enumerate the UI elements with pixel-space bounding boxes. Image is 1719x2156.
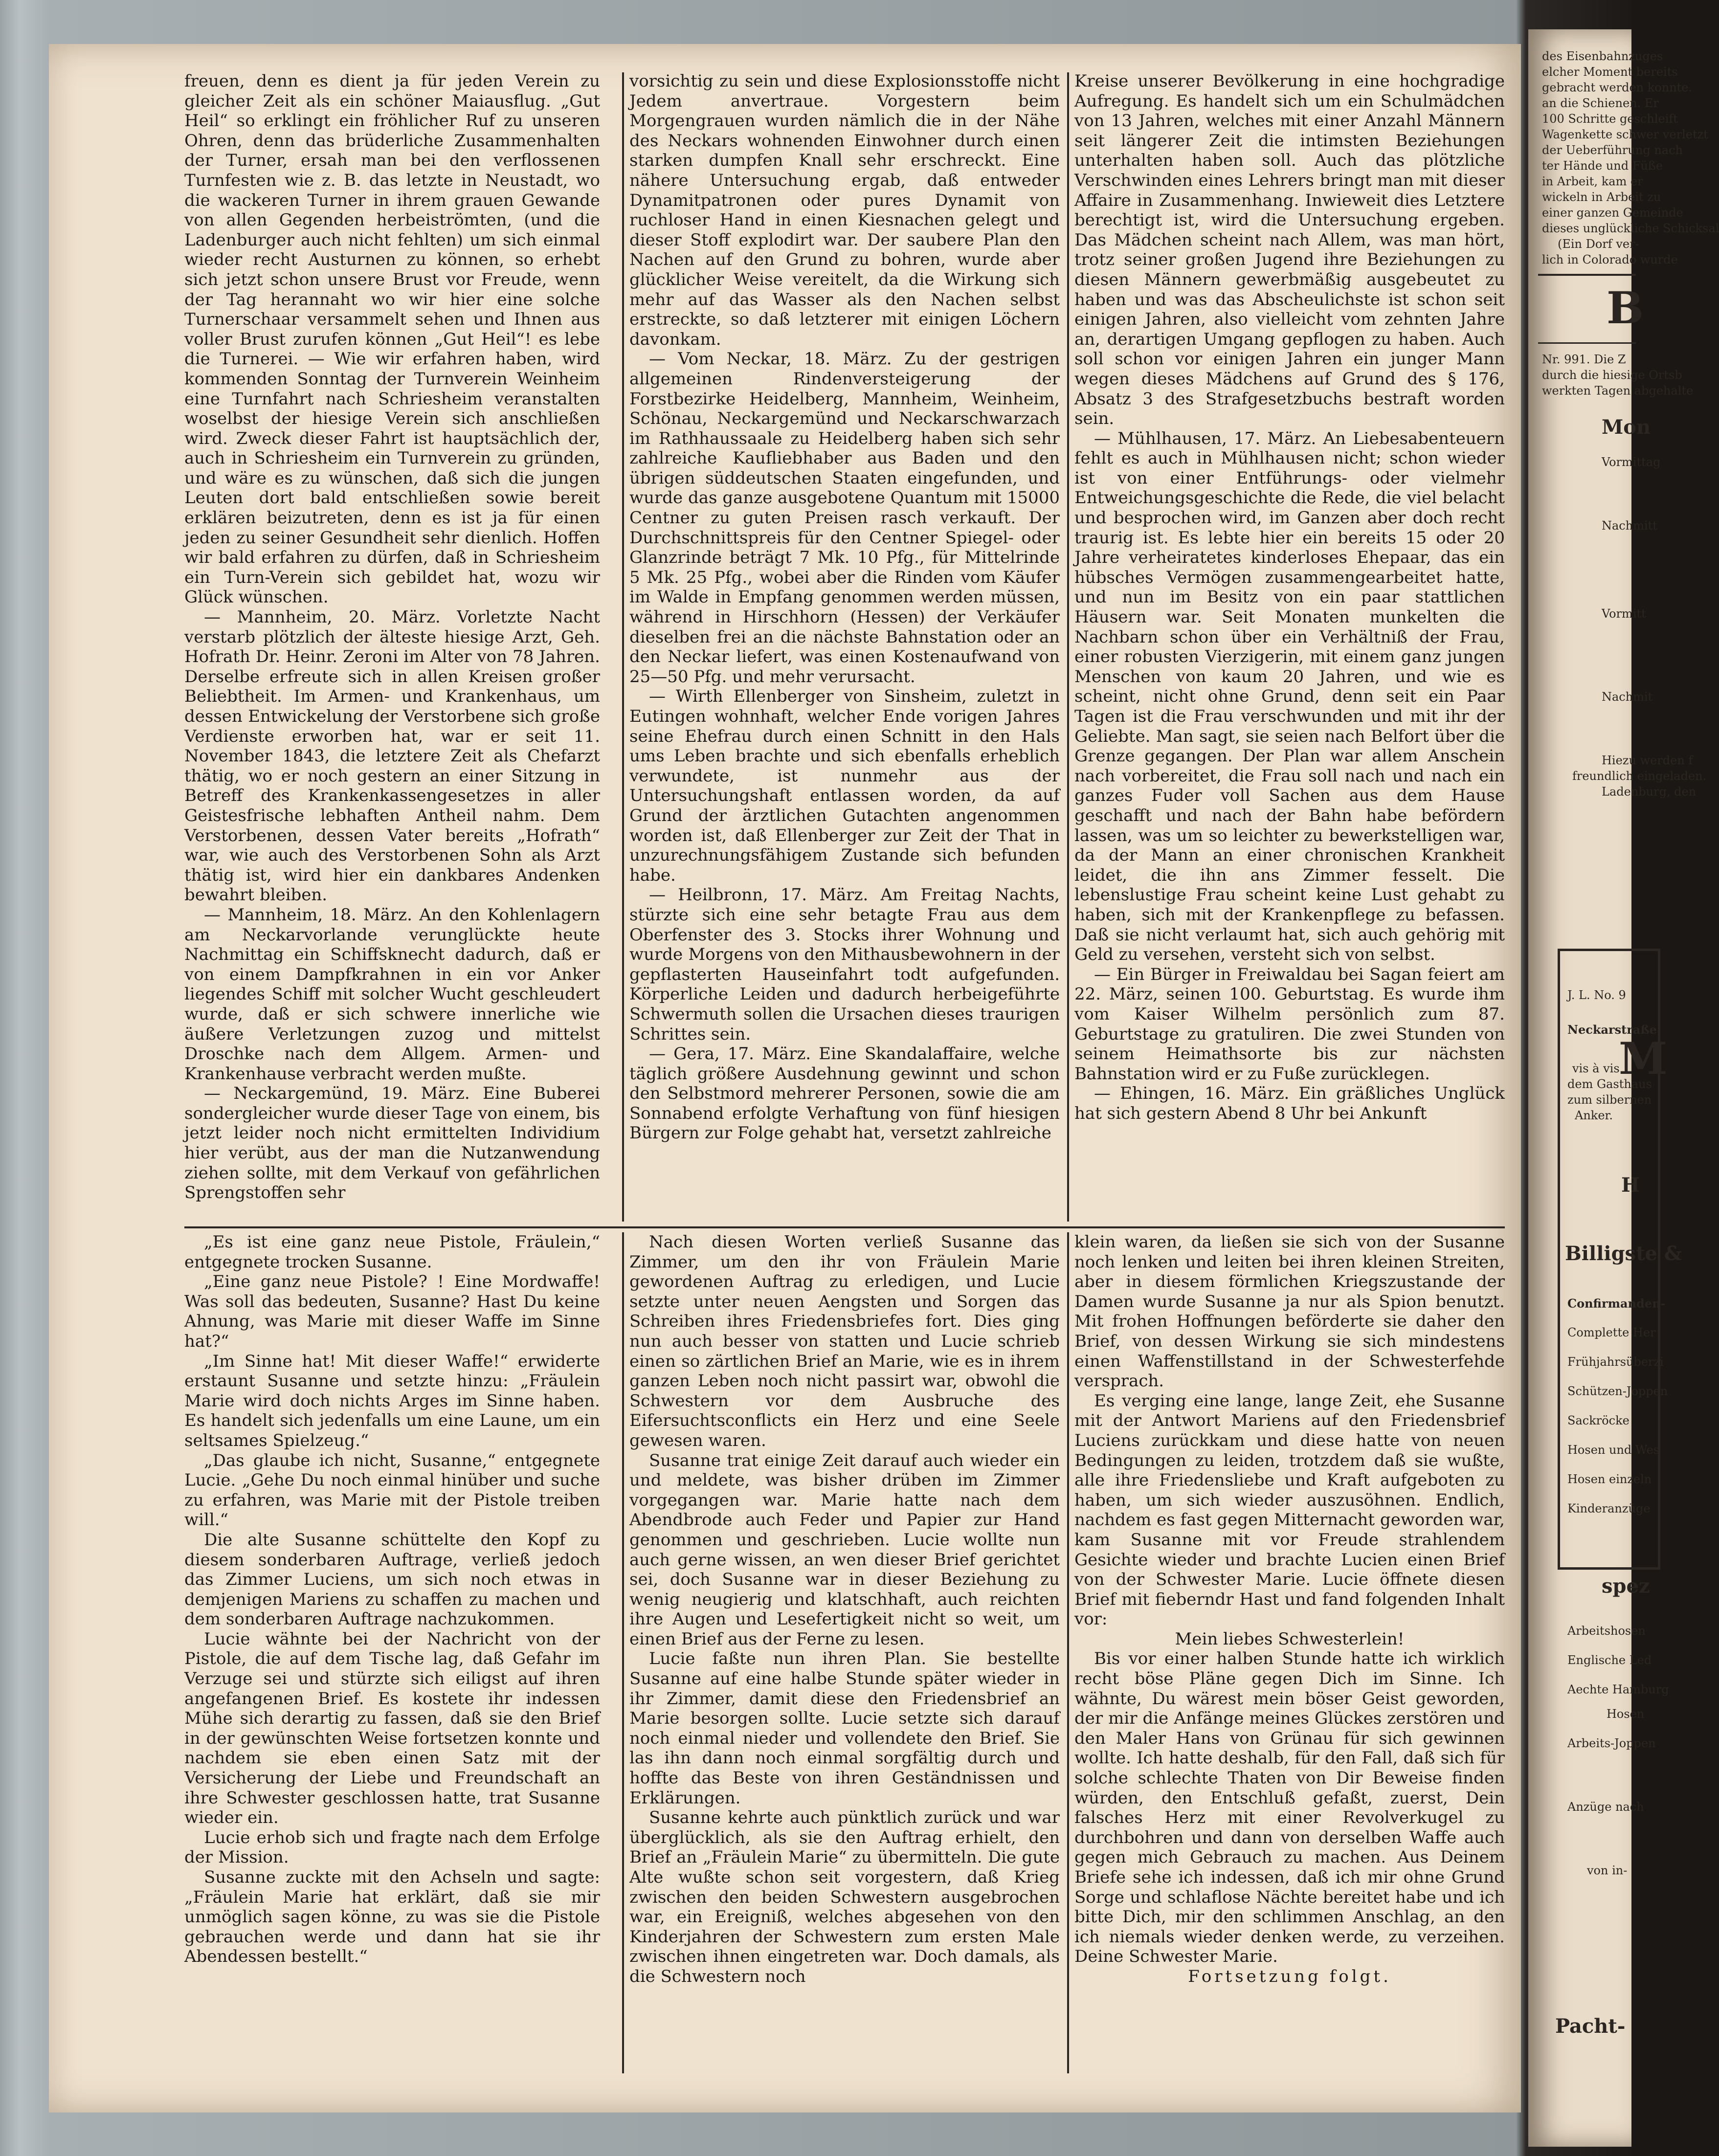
ad-item: Hosen einzeln bbox=[1567, 1472, 1652, 1486]
letter-salutation: Mein liebes Schwesterlein! bbox=[1175, 1629, 1405, 1649]
fragment-line: Wagenkette schwer verletzt bbox=[1542, 128, 1708, 141]
fragment-header-letter: B bbox=[1607, 282, 1644, 334]
column-rule bbox=[1067, 72, 1069, 1222]
news-paragraph: — Neckargemünd, 19. März. Eine Buberei sondergleicher wurde dieser Tage von einem, bis jetzt leider noch nicht ermittelten Individium hier verübt, aus der man die Nutzanwendung ziehen sollte, mit dem Verkauf von gefährlichen Sprengstoffen sehr bbox=[184, 1084, 600, 1203]
news-paragraph: — Wirth Ellenberger von Sinsheim, zuletzt in Eutingen wohnhaft, welcher Ende vorigen Jahres seine Ehefrau durch einen Schnitt in den Hals ums Leben brachte und sich ebenfalls erheblich verwundete, ist nunmehr aus der Untersuchungshaft entlassen worden, da auf Grund der ärztlichen Gutachten angenommen worden ist, daß Ellenberger zur Zeit der That in unzurechnungsfähigem Zustande sich befunden habe. bbox=[629, 687, 1060, 885]
fragment-line: Nachmit bbox=[1602, 690, 1653, 704]
serial-column-2 bbox=[629, 1232, 1060, 2073]
ad-item: von in- bbox=[1587, 1864, 1628, 1877]
serial-paragraph: Lucie erhob sich und fragte nach dem Erfolge der Mission. bbox=[184, 1827, 600, 1867]
fragment-line: 100 Schritte geschleift bbox=[1542, 112, 1678, 126]
column-rule bbox=[622, 1232, 624, 2073]
ad-item: Arbeitshosen bbox=[1567, 1624, 1646, 1638]
fragment-line: Nachmitt bbox=[1602, 519, 1657, 533]
ad-line: dem Gasthaus bbox=[1567, 1077, 1652, 1091]
fragment-word: Mon bbox=[1602, 416, 1651, 439]
fragment-line: einer ganzen Gemeinde bbox=[1542, 206, 1683, 220]
newspaper-page bbox=[49, 44, 1521, 2112]
serial-paragraph: „Das glaube ich nicht, Susanne,“ entgegnete Lucie. „Gehe Du noch einmal hinüber und suche zu erfahren, was Marie mit der Pistole treiben will.“ bbox=[184, 1450, 600, 1530]
fragment-line: ter Hände und Füße bbox=[1542, 159, 1663, 173]
ad-item: Aechte Hamburg bbox=[1567, 1683, 1669, 1696]
serial-paragraph: Susanne zuckte mit den Achseln und sagte: „Fräulein Marie hat erklärt, daß sie mir unmöglich sagen könne, zu was sie die Pistole gebrauchen werde und dann hat sie ihr Abendessen bestellt.“ bbox=[184, 1867, 600, 1967]
fragment-line: an die Schienen. Er bbox=[1542, 96, 1659, 110]
news-column-2 bbox=[629, 71, 1060, 1221]
fragment-line: Vormittag bbox=[1602, 455, 1661, 469]
column-rule bbox=[622, 72, 624, 1222]
section-divider bbox=[184, 1226, 1505, 1228]
ad-item: Schützen-Joppen bbox=[1567, 1384, 1668, 1398]
news-paragraph: freuen, denn es dient ja für jeden Verein zu gleicher Zeit als ein schöner Maiausflug. „Gut Heil“ so erklingt ein fröhlicher Ruf zu unseren Ohren, denn das brüderliche Zusammenhalten der Turner, ersah man bei den verflossenen Turnfesten wie z. B. das letzte in Neustadt, wo die wackeren Turner in ihrem grauen Gewande von allen Gegenden herbeiströmten, (und die Ladenburger auch nicht fehlten) um sich einmal wieder recht Austurnen zu können, so erhebt sich jetzt schon unsere Brust vor Freude, wenn der Tag herannaht wo wir hier eine solche Turnerschaar versammelt sehen und Ihnen aus voller Brust zurufen können „Gut Heil“! es lebe die Turnerei. — Wie wir erfahren haben, wird kommenden Sonntag der Turnverein Weinheim eine Turnfahrt nach Schriesheim veranstalten woselbst der hiesige Verein sich anschließen wird. Zweck dieser Fahrt ist hauptsächlich der, auch in Schriesheim ein Turnverein zu gründen, und wäre es zu wünschen, daß sich die jungen Leuten dort bald entschließen sowie bereit erklären beizutreten, denn es ist ja für einen jeden zu seiner Gesundheit sehr dienlich. Hoffen wir bald erfahren zu dürfen, daß in Schriesheim ein Turn-Verein sich gebildet hat, wozu wir Glück wünschen. bbox=[184, 71, 600, 607]
ad-item: Confirmanden- bbox=[1567, 1296, 1666, 1311]
ad-special: spez bbox=[1602, 1575, 1650, 1598]
fragment-line: des Eisenbahnzuges bbox=[1542, 49, 1663, 63]
ad-reference: J. L. No. 9 bbox=[1567, 988, 1626, 1002]
news-paragraph: — Mühlhausen, 17. März. An Liebesabenteuern fehlt es auch in Mühlhausen nicht; schon wieder ist von einer Entführungs- oder vielmehr Entweichungsgeschichte die Rede, die viel belacht und besprochen wird, im Ganzen aber doch recht traurig ist. Es lebte hier ein bereits 15 oder 20 Jahre verheiratetes kinderloses Ehepaar, das ein hübsches Vermögen zusammengearbeitet hatte, und nun im Besitz von ein paar stattlichen Häusern war. Seit Monaten munkelten die Nachbarn schon über ein Verhältniß der Frau, einer robusten Vierzigerin, mit einem ganz jungen Menschen von kaum 20 Jahren, und wie es scheint, nicht ohne Grund, denn seit ein Paar Tagen ist die Frau verschwunden und mit ihr der Geliebte. Man sagt, sie seien nach Belfort über die Grenze gegangen. Der Plan war allem Anschein nach vorbereitet, die Frau soll nach und nach ein ganzes Fuder voll Sachen aus dem Hause geschafft und nach der Bahn habe befördern lassen, was um so leichter zu bewerkstelligen war, da der Mann an einer chronischen Krankheit leidet, die ihn ans Zimmer fesselt. Die lebenslustige Frau scheint keine Lust gehabt zu haben, sich mit der Krankenpflege zu befassen. Daß sie nicht verlaumt hat, sich auch gehörig mit Geld zu versehen, versteht sich von selbst. bbox=[1074, 428, 1505, 965]
fragment-line: der Ueberführung nach bbox=[1542, 143, 1683, 157]
fragment-line: durch die hiesige Ortsb bbox=[1542, 368, 1682, 382]
serial-paragraph: Lucie faßte nun ihren Plan. Sie bestellte Susanne auf eine halbe Stunde später wieder in ihr Zimmer, damit diese den Friedensbrief an Marie besorgen sollte. Lucie setzte sich darauf noch einmal nieder und vollendete den Brief. Sie las ihn dann noch einmal sorgfältig durch und hoffte das Beste von ihren Geständnissen und Erklärungen. bbox=[629, 1649, 1060, 1808]
ad-line: zum silbernen bbox=[1567, 1093, 1652, 1107]
fragment-line: werkten Tagen abgehalte bbox=[1542, 384, 1694, 398]
fragment-line: Nr. 991. Die Z bbox=[1542, 353, 1626, 366]
serial-paragraph: Nach diesen Worten verließ Susanne das Zimmer, um den ihr von Fräulein Marie gewordenen Auftrag zu erledigen, und Lucie setzte unter neuen Aengsten und Sorgen das Schreiben ihres Friedensbriefes fort. Dies ging nun auch besser von statten und Lucie schrieb einen so zärtlichen Brief an Marie, wie es in ihrem ganzen Leben noch nicht passirt war, obwohl die Schwestern vor dem Ausbruche des Eifersuchtsconflicts ein Herz und eine Seele gewesen waren. bbox=[629, 1232, 1060, 1450]
serial-paragraph: Lucie wähnte bei der Nachricht von der Pistole, die auf dem Tische lag, daß Gefahr im Verzuge sei und stürzte sich eiligst auf ihren angefangenen Brief. Es kostete ihr indessen Mühe sich derartig zu fassen, daß sie den Brief in der gewünschten Weise fortsetzen konnte und nachdem sie eben einen Satz mit der Versicherung der Liebe und Freundschaft an ihre Schwester geschlossen hatte, trat Susanne wieder ein. bbox=[184, 1629, 600, 1828]
news-paragraph: — Mannheim, 18. März. An den Kohlenlagern am Neckarvorlande verunglückte heute Nachmittag ein Schiffsknecht dadurch, daß er von einem Dampfkrahnen in ein vor Anker liegendes Schiff mit solcher Wucht geschleudert wurde, daß er sich schwere innerliche wie äußere Verletzungen zuzog und mittelst Droschke nach dem Allgem. Armen- und Krankenhause verbracht werden mußte. bbox=[184, 905, 600, 1084]
ad-headline: Billigste & bbox=[1565, 1242, 1682, 1265]
news-paragraph: — Ein Bürger in Freiwaldau bei Sagan feiert am 22. März, seinen 100. Geburtstag. Es wurde ihm vom Kaiser Wilhelm persönlich zum 87. Geburtstage zu gratuliren. Die zwei Stunden von seinem Heimathsorte bis zur nächsten Bahnstation wird er zu Fuße zurücklegen. bbox=[1074, 964, 1505, 1084]
fragment-rule bbox=[1538, 342, 1636, 344]
letter-body: Bis vor einer halben Stunde hatte ich wirklich recht böse Pläne gegen Dich im Sinne. Ich wähnte, Du wärest mein böser Geist geworden, der mir die Anfänge meines Glückes zerstören und den Maler Hans von Grünau für sich gewinnen wollte. Ich hatte deshalb, für den Fall, daß sich für solche schlechte Thaten von Dir Beweise finden würden, den Entschluß gefaßt, zuerst, Dein falsches Herz mit einer Revolverkugel zu durchbohren und dann von derselben Waffe auch gegen mich Gebrauch zu machen. Aus Deinem Briefe sehe ich indessen, daß ich mir ohne Grund Sorge und schlaflose Nächte bereitet habe und ich bitte Dich, mir den schlimmen Anschlag, an den ich niemals wieder denken werde, zu verzeihen. Deine Schwester Marie. bbox=[1074, 1649, 1505, 1967]
serial-paragraph: klein waren, da ließen sie sich von der Susanne noch lenken und leiten bei ihren kleinen Streiten, aber in diesem förmlichen Kriegszustande der Damen wurde Susanne ja nur als Spion benutzt. Mit frohen Hoffnungen beförderte sie daher den Brief, von dessen Wirkung sie sich mindestens einen Waffenstillstand in der Schwesterfehde versprach. bbox=[1074, 1232, 1505, 1391]
fragment-line: Ladenburg, den bbox=[1602, 785, 1697, 799]
ad-large-letter: M bbox=[1619, 1033, 1668, 1085]
fragment-line: wickeln in Arbeit zu bbox=[1542, 190, 1661, 204]
fragment-line: Hiezu werden f bbox=[1602, 754, 1693, 767]
ad-footer: Pacht- bbox=[1555, 2015, 1626, 2038]
news-paragraph: Kreise unserer Bevölkerung in eine hochgradige Aufregung. Es handelt sich um ein Schulmädchen von 13 Jahren, welches mit einer Anzahl Männern seit längerer Zeit die intimsten Beziehungen unterhalten haben soll. Auch das plötzliche Verschwinden eines Lehrers bringt man mit dieser Affaire in Zusammenhang. Inwieweit dies Letztere berechtigt ist, wird die Untersuchung ergeben. Das Mädchen scheint nach Allem, was man hört, trotz seiner großen Jugend ihre Beziehungen zu diesen Männern gewerbmäßig ausgebeutet zu haben und was das Abscheulichste ist schon seit einigen Jahren, also vielleicht vom zehnten Jahre an, derartigen Umgang gepflogen zu haben. Auch soll schon vor einigen Jahren ein junger Mann wegen dieses Mädchens auf Grund des § 176, Absatz 3 des Strafgesetzbuchs bestraft worden sein. bbox=[1074, 71, 1505, 429]
news-paragraph: — Ehingen, 16. März. Ein gräßliches Unglück hat sich gestern Abend 8 Uhr bei Ankunft bbox=[1074, 1084, 1505, 1123]
column-rule bbox=[1067, 1232, 1069, 2073]
ad-line: Anker. bbox=[1575, 1109, 1613, 1122]
serial-paragraph: „Eine ganz neue Pistole? ! Eine Mordwaffe! Was soll das bedeuten, Susanne? Hast Du keine Ahnung, was Marie mit dieser Waffe im Sinne hat?“ bbox=[184, 1272, 600, 1351]
serial-paragraph: Susanne trat einige Zeit darauf auch wieder ein und meldete, was bisher drüben im Zimmer vorgegangen war. Marie hatte nach dem Abendbrode auch Feder und Papier zur Hand genommen und geschrieben. Lucie wollte nun auch gerne wissen, an wen dieser Brief gerichtet sei, doch Susanne war in dieser Beziehung zu wenig neugierig und klatschhaft, auch reichten ihre Augen und Lesefertigkeit nicht so weit, um einen Brief aus der Ferne zu lesen. bbox=[629, 1450, 1060, 1649]
ad-item: Englische Led bbox=[1567, 1653, 1652, 1667]
serial-column-3 bbox=[1074, 1232, 1505, 2093]
fragment-line: Vormitt bbox=[1602, 607, 1646, 621]
news-column-3 bbox=[1074, 71, 1505, 1221]
ad-item: Sackröcke bbox=[1567, 1414, 1630, 1427]
ad-item: Hosen bbox=[1607, 1707, 1645, 1721]
news-paragraph: — Heilbronn, 17. März. Am Freitag Nachts, stürzte sich eine sehr betagte Frau aus dem Oberfenster des 3. Stocks ihrer Wohnung und wurde Morgens von den Mithausbewohnern in der gepflasterten Hauseinfahrt todt aufgefunden. Körperliche Leiden und dadurch herbeigeführte Schwermuth sollen die Ursachen dieses traurigen Schrittes sein. bbox=[629, 885, 1060, 1044]
ad-item: Arbeits-Joppen bbox=[1567, 1736, 1656, 1750]
fragment-line: freundlich eingeladen. bbox=[1572, 769, 1707, 783]
fragment-line: gebracht werden konnte. bbox=[1542, 81, 1693, 94]
fragment-line: elcher Moment bereits bbox=[1542, 65, 1678, 79]
serial-paragraph: „Es ist eine ganz neue Pistole, Fräulein,“ entgegnete trocken Susanne. bbox=[184, 1232, 600, 1272]
serial-column-1 bbox=[184, 1232, 600, 2073]
news-paragraph: — Vom Neckar, 18. März. Zu der gestrigen allgemeinen Rindenversteigerung der Forstbezirke Heidelberg, Mannheim, Weinheim, Schönau, Neckargemünd und Neckarschwarzach im Rathhaussaale zu Heidelberg haben sich sehr zahlreiche Kaufliebhaber aus Baden und den übrigen süddeutschen Staaten eingefunden, und wurde das ganze ausgebotene Quantum mit 15000 Centner zu guten Preisen rasch verkauft. Der Durchschnittspreis für den Centner Spiegel- oder Glanzrinde beträgt 7 Mk. 10 Pfg., für Mittelrinde 5 Mk. 25 Pfg., wobei aber die Rinden vom Käufer im Walde in Empfang genommen werden müssen, während in Hirschhorn (Hessen) der Verkäufer dieselben frei an die nächste Bahnstation oder an den Neckar liefert, was einen Kostenaufwand von 25—50 Pfg. und mehr verursacht. bbox=[629, 349, 1060, 687]
serial-paragraph: Die alte Susanne schüttelte den Kopf zu diesem sonderbaren Auftrage, verließ jedoch das Zimmer Luciens, um sich noch etwas in demjenigen Mariens zu schaffen zu machen und dem sonderbaren Auftrage nachzukommen. bbox=[184, 1530, 600, 1629]
fragment-line: lich in Colorado wurde bbox=[1542, 253, 1678, 267]
news-paragraph: vorsichtig zu sein und diese Explosionsstoffe nicht Jedem anvertraue. Vorgestern beim Morgengrauen wurden nämlich die in der Nähe des Neckars wohnenden Einwohner durch einen starken dumpfen Knall sehr erschreckt. Eine nähere Untersuchung ergab, daß entweder Dynamitpatronen oder pures Dynamit von ruchloser Hand in einen Kiesnachen gelegt und dieser Stoff explodirt war. Der saubere Plan den Nachen auf den Grund zu bohren, wurde aber glücklicher Weise vereitelt, da die Wirkung sich mehr auf das Wasser als den Nachen selbst erstreckte, so daß letzterer mit einigen Löchern davonkam. bbox=[629, 71, 1060, 349]
fragment-line: in Arbeit, kam er bbox=[1542, 175, 1643, 188]
ad-street: Neckarstraße bbox=[1567, 1022, 1657, 1037]
fragment-rule bbox=[1538, 274, 1636, 276]
ad-item: Anzüge nach bbox=[1567, 1800, 1644, 1814]
serial-paragraph: „Im Sinne hat! Mit dieser Waffe!“ erwiderte erstaunt Susanne und setzte hinzu: „Fräulein Marie wird doch nichts Arges im Sinne haben. Es handelt sich jedenfalls um eine Laune, um ein seltsames Spielzeug.“ bbox=[184, 1351, 600, 1450]
serial-paragraph: Susanne kehrte auch pünktlich zurück und war überglücklich, als sie den Auftrag erhielt, den Brief an „Fräulein Marie“ zu übermitteln. Die gute Alte wußte schon seit vorgestern, daß Krieg zwischen den beiden Schwestern ausgebrochen war, ein Ereigniß, welches abgesehen von den Kinderjahren der Schwestern zum ersten Male zwischen ihnen eingetreten war. Doch damals, als die Schwestern noch bbox=[629, 1808, 1060, 1986]
ad-item: Kinderanzüge bbox=[1567, 1502, 1651, 1515]
ad-item: Frühjahrsüberzi bbox=[1567, 1355, 1664, 1369]
to-be-continued: Fortsetzung folgt. bbox=[1188, 1966, 1391, 1986]
fragment-line: (Ein Dorf ver- bbox=[1558, 237, 1639, 251]
facing-page-fragment bbox=[1528, 29, 1719, 2147]
ad-item: Hosen und Wes bbox=[1567, 1443, 1660, 1457]
news-column-1 bbox=[184, 71, 600, 1221]
ad-line: vis à vis bbox=[1572, 1062, 1620, 1075]
serial-paragraph: Es verging eine lange, lange Zeit, ehe Susanne mit der Antwort Mariens auf den Friedensbrief Luciens zurückkam und diese hatte von neuen Bedingungen zu leiden, trotzdem daß sie wußte, alle ihre Friedensliebe und Kraft aufgeboten zu haben, um sich wieder auszusöhnen. Endlich, nachdem es fast gegen Mitternacht geworden war, kam Susanne mit vor Freude strahlendem Gesichte wieder und brachte Lucien einen Brief von der Schwester Marie. Lucie öffnete diesen Brief mit fieberndr Hast und fand folgenden Inhalt vor: bbox=[1074, 1391, 1505, 1629]
fragment-line: dieses unglückliche Schicksal bbox=[1542, 222, 1719, 235]
ad-item: Complette Her bbox=[1567, 1326, 1656, 1339]
news-paragraph: — Mannheim, 20. März. Vorletzte Nacht verstarb plötzlich der älteste hiesige Arzt, Geh. Hofrath Dr. Heinr. Zeroni im Alter von 78 Jahren. Derselbe erfreute sich in allen Kreisen großer Beliebtheit. Im Armen- und Krankenhaus, um dessen Entwickelung der Verstorbene sich große Verdienste erworben hat, war er seit 11. November 1843, die letztere Zeit als Chefarzt thätig, wo er noch gestern an einer Sitzung in Betreff des Krankenkassengesetzes in aller Geistesfrische lebhaften Antheil nahm. Dem Verstorbenen, dessen Vater bereits „Hofrath“ war, wie auch des Verstorbenen Sohn als Arzt thätig ist, wird hier ein dankbares Andenken bewahrt bleiben. bbox=[184, 607, 600, 905]
ad-large-letter: H bbox=[1621, 1174, 1640, 1197]
news-paragraph: — Gera, 17. März. Eine Skandalaffaire, welche täglich größere Ausdehnung gewinnt und schon den Selbstmord mehrerer Personen, sowie die am Sonnabend erfolgte Verhaftung von fünf hiesigen Bürgern zur Folge gehabt hat, versetzt zahlreiche bbox=[629, 1044, 1060, 1143]
